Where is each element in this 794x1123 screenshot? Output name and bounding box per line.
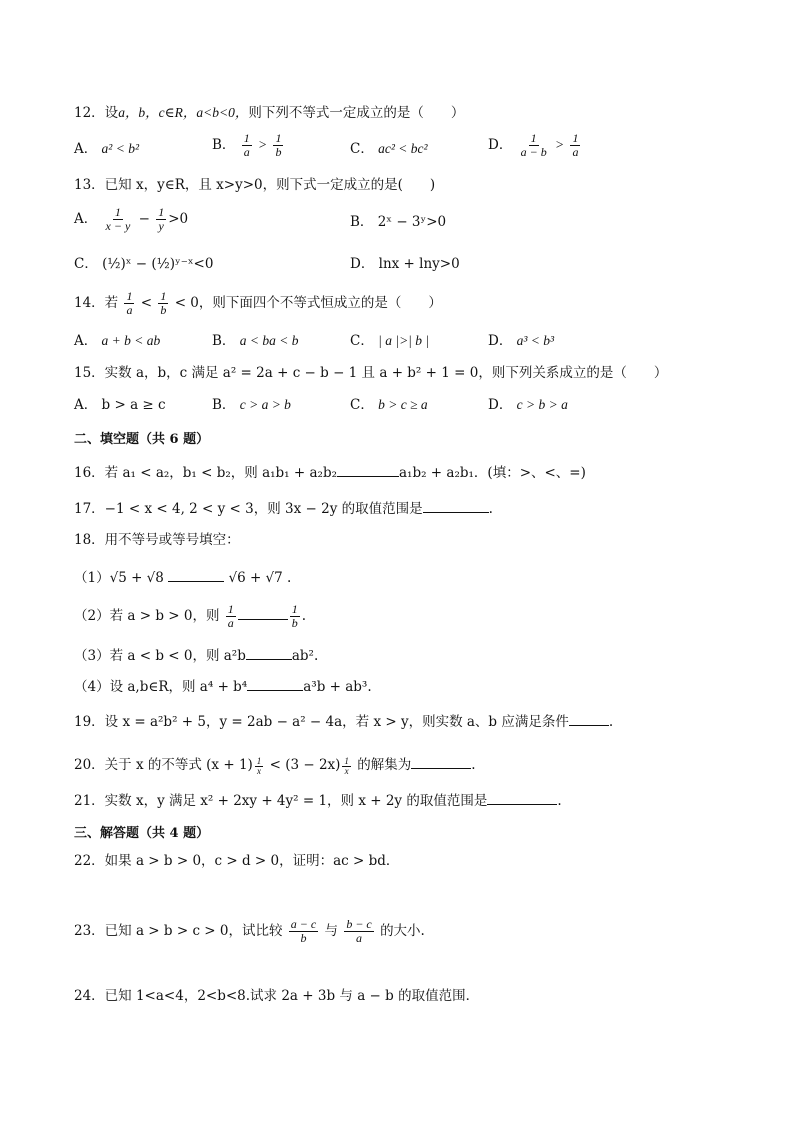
q18-1-blank[interactable] xyxy=(168,567,224,582)
q21: 21．实数 x，y 满足 x² + 2xy + 4y² = 1，则 x + 2y 的取值范围是 . xyxy=(74,790,562,810)
q14-stem: 14．若 $\frac{1}{a}$ < $\frac{1}{b}$ < 0，则下面四个不等式恒成立的是（ ） xyxy=(74,289,442,317)
q14-option-b: B． a < ba < b xyxy=(212,333,299,349)
q14-option-c: C． | a |>| b | xyxy=(350,333,430,349)
q15-option-a: A． b > a ≥ c xyxy=(74,397,166,413)
q19: 19．设 x = a²b² + 5，y = 2ab − a² − 4a，若 x > y，则实数 a、b 应满足条件 . xyxy=(74,711,613,731)
q20-blank[interactable] xyxy=(411,754,471,769)
q19-blank[interactable] xyxy=(569,711,609,726)
q12-option-b: B． $\frac{1}{a}$ > $\frac{1}{b}$ xyxy=(212,131,282,159)
q12-option-a: A． a² < b² xyxy=(74,141,140,157)
q14-option-d: D． a³ < b³ xyxy=(488,333,555,349)
q16: 16．若 a₁ < a₂，b₁ < b₂，则 a₁b₁ + a₂b₂ a₁b₂ + a₂b₁．(填：>、<、=) xyxy=(74,462,586,482)
q12-option-d: D． $\frac{1}{a - b}$ > $\frac{1}{a}$ xyxy=(488,131,579,159)
q13-stem: 13．已知 x，y∈R，且 x>y>0，则下式一定成立的是( ) xyxy=(74,177,436,193)
section-solve-title: 三、解答题（共 4 题） xyxy=(74,826,210,841)
q18-part1: （1）√5 + √8 √6 + √7 . xyxy=(74,567,291,587)
q17-blank[interactable] xyxy=(423,498,489,513)
q13-option-b: B． 2ˣ − 3ʸ>0 xyxy=(350,214,447,230)
q17: 17．−1 < x < 4, 2 < y < 3，则 3x − 2y 的取值范围是 . xyxy=(74,498,493,518)
q18-4-blank[interactable] xyxy=(247,676,303,691)
q14-option-a: A． a + b < ab xyxy=(74,333,161,349)
q12-option-c: C． ac² < bc² xyxy=(350,141,428,157)
q18-part4: （4）设 a,b∈R，则 a⁴ + b⁴ a³b + ab³. xyxy=(74,676,372,696)
q24: 24．已知 1<a<4，2<b<8.试求 2a + 3b 与 a − b 的取值范围． xyxy=(74,988,480,1004)
q16-blank[interactable] xyxy=(337,462,399,477)
q18-2-blank[interactable] xyxy=(238,605,288,620)
q23: 23．已知 a > b > c > 0，试比较 $\frac{a - c}{b}$ 与 $\frac{b - c}{a}$ 的大小. xyxy=(74,917,425,945)
q22: 22．如果 a > b > 0，c > d > 0，证明：ac > bd． xyxy=(74,853,400,869)
q15-stem: 15．实数 a，b，c 满足 a² = 2a + c − b − 1 且 a + b² + 1 = 0，则下列关系成立的是（ ） xyxy=(74,365,668,381)
q18: 18．用不等号或等号填空： xyxy=(74,532,240,548)
q13-option-a: A． $\frac{1}{x - y}$ − $\frac{1}{y}$ >0 xyxy=(74,205,189,233)
q13-option-d: D． lnx + lny>0 xyxy=(350,256,460,272)
section-fill-in-title: 二、填空题（共 6 题） xyxy=(74,432,210,447)
q20: 20．关于 x 的不等式 (x + 1) $\frac{1}{x}$ < (3 − 2x) $\frac{1}{x}$ 的解集为 . xyxy=(74,755,476,776)
q15-option-b: B． c > a > b xyxy=(212,397,291,413)
q18-part2: （2）若 a > b > 0，则 $\frac{1}{a}$ $\frac{1}{b}$ . xyxy=(74,602,307,630)
q15-option-d: D． c > b > a xyxy=(488,397,568,413)
q13-option-c: C． (½)ˣ − (½)ʸ⁻ˣ<0 xyxy=(74,256,214,272)
q18-part3: （3）若 a < b < 0，则 a²b ab². xyxy=(74,645,318,665)
q18-3-blank[interactable] xyxy=(246,645,292,660)
q15-option-c: C． b > c ≥ a xyxy=(350,397,428,413)
q12-stem: 12．设a，b，c∈R，a<b<0，则下列不等式一定成立的是（ ） xyxy=(74,105,465,121)
q21-blank[interactable] xyxy=(487,790,557,805)
